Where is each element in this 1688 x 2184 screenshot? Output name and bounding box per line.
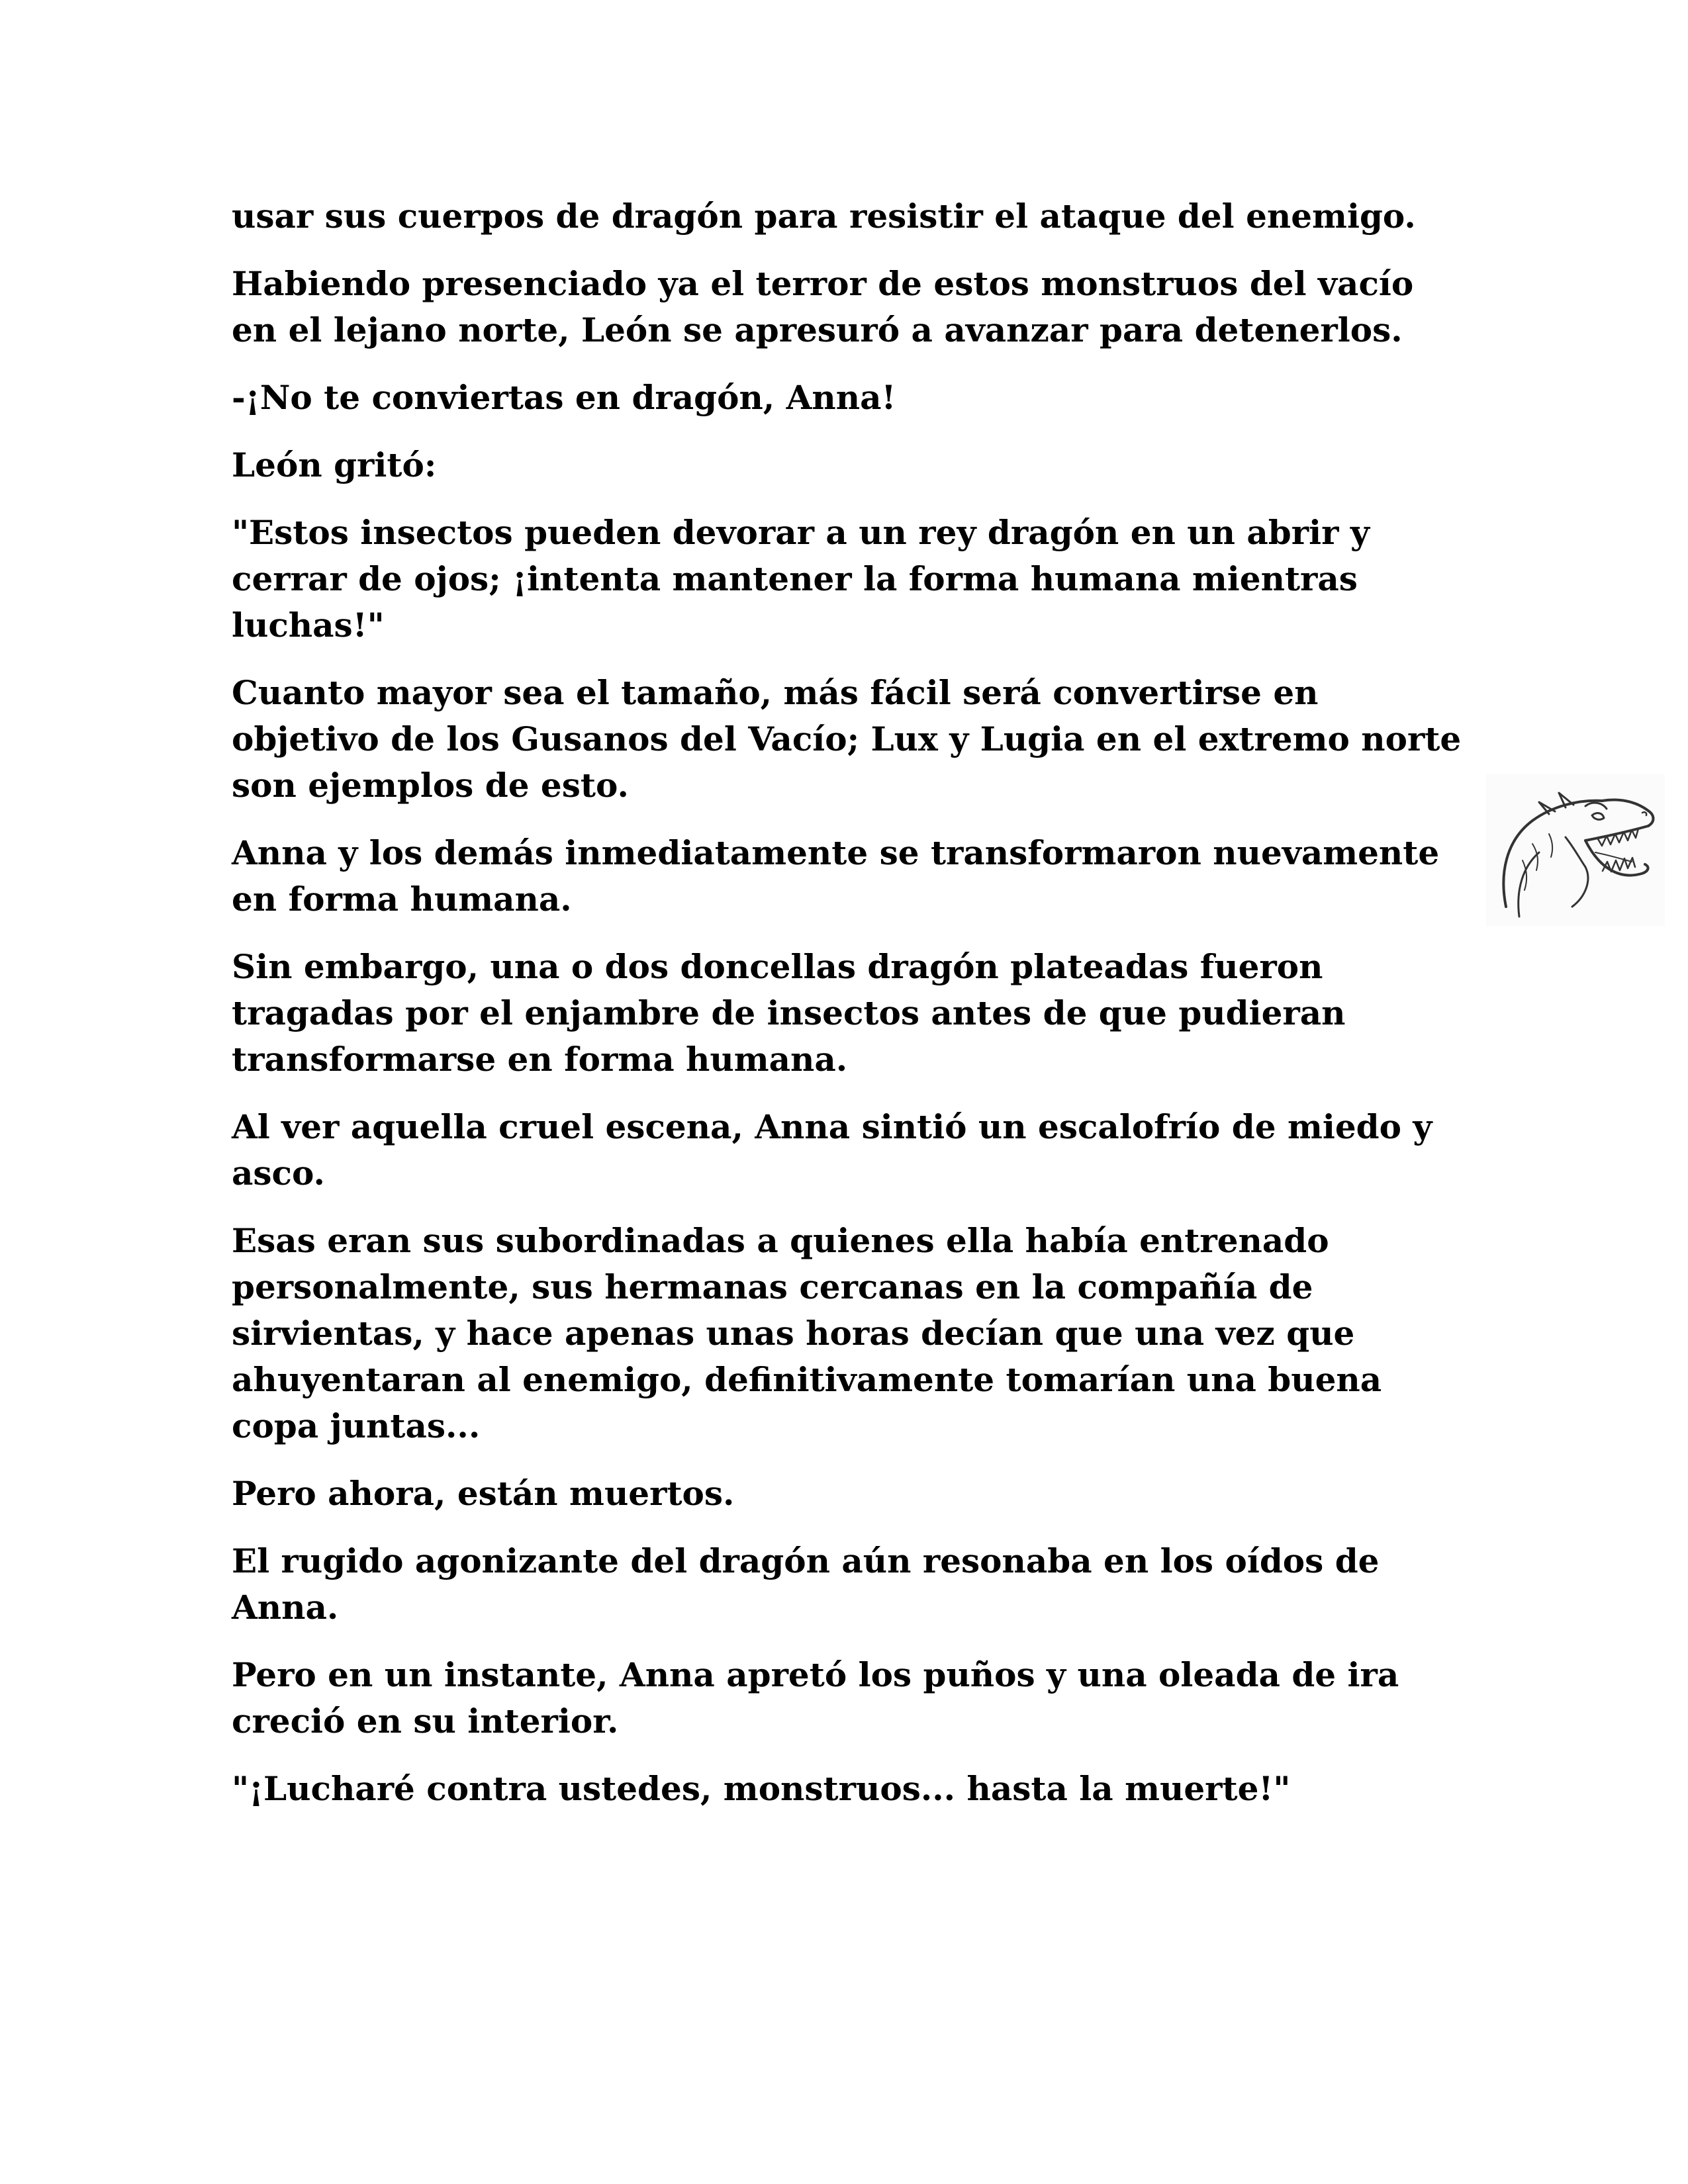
paragraph-12: El rugido agonizante del dragón aún resonaba en los oídos de Anna. xyxy=(232,1541,1380,1627)
paragraph-6: Cuanto mayor sea el tamaño, más fácil será convertirse en objetivo de los Gusanos del Vacío; Lux y Lugia en el extremo norte son ejemplos de esto. xyxy=(232,673,1462,805)
paragraph-8: Sin embargo, una o dos doncellas dragón plateadas fueron tragadas por el enjambre de insectos antes de que pudieran transformarse en forma humana. xyxy=(232,947,1346,1079)
paragraph-11: Pero ahora, están muertos. xyxy=(232,1474,735,1513)
paragraph-3: -¡No te conviertas en dragón, Anna! xyxy=(232,378,896,417)
paragraph-5: "Estos insectos pueden devorar a un rey dragón en un abrir y cerrar de ojos; ¡intenta mantener la forma humana mientras luchas!" xyxy=(232,513,1370,645)
paragraph-10: Esas eran sus subordinadas a quienes ella había entrenado personalmente, sus hermanas cercanas en la compañía de sirvientas, y hace apenas unas horas decían que una vez que ahuyentaran al enemigo, definitivamente tomarían una buena copa juntas... xyxy=(232,1221,1382,1445)
dragon-head-sketch-icon xyxy=(1486,774,1665,927)
paragraph-2: Habiendo presenciado ya el terror de estos monstruos del vacío en el lejano norte, León se apresuró a avanzar para detenerlos. xyxy=(232,264,1414,349)
paragraph-7: Anna y los demás inmediatamente se transformaron nuevamente en forma humana. xyxy=(232,833,1440,919)
body-text xyxy=(232,193,1463,1833)
paragraph-4: León gritó: xyxy=(232,445,437,484)
paragraph-1: usar sus cuerpos de dragón para resistir el ataque del enemigo. xyxy=(232,197,1416,236)
paragraph-14: "¡Lucharé contra ustedes, monstruos... hasta la muerte!" xyxy=(232,1769,1291,1808)
paragraph-9: Al ver aquella cruel escena, Anna sintió un escalofrío de miedo y asco. xyxy=(232,1107,1432,1193)
paragraph-13: Pero en un instante, Anna apretó los puños y una oleada de ira creció en su interior. xyxy=(232,1655,1399,1741)
